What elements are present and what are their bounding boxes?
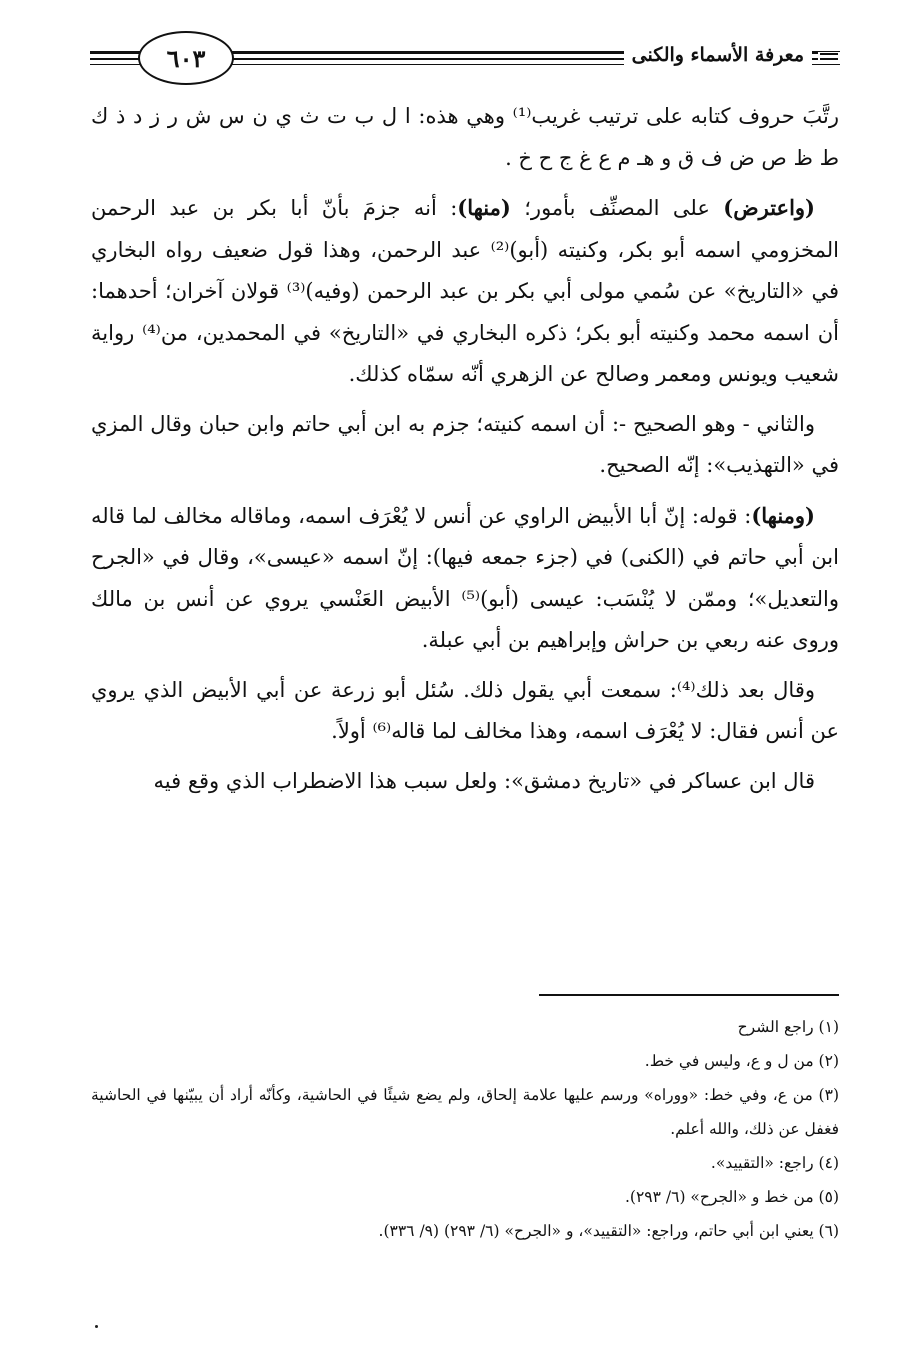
paragraph: رتَّبَ حروف كتابه على ترتيب غريب⁽¹⁾ وهي هذه: ا ل ب ت ث ي ن س ش ر ز د ذ ك ط ظ ص ض ف ق و هـ م ع غ ج ح خ . <box>91 104 839 170</box>
scan-speck <box>95 1325 98 1328</box>
footnote: (٦) يعني ابن أبي حاتم، وراجع: «التقييد»، و «الجرح» (٦/ ٢٩٣) (٩/ ٣٣٦). <box>378 1222 839 1240</box>
running-title: معرفة الأسماء والكنى <box>624 40 812 70</box>
footnote: (٥) من خط و «الجرح» (٦/ ٢٩٣). <box>624 1188 839 1206</box>
footnote: (٤) راجع: «التقييد». <box>710 1154 839 1172</box>
page-header <box>90 28 840 90</box>
footnote: (١) راجع الشرح <box>737 1018 839 1036</box>
paragraph: والثاني - وهو الصحيح -: أن اسمه كنيته؛ جزم به ابن أبي حاتم وابن حبان وقال المزي في «التهذيب»: إنّه الصحيح. <box>91 411 839 477</box>
paragraph: وقال بعد ذلك⁽⁴⁾: سمعت أبي يقول ذلك. سُئل أبو زرعة عن أبي الأبيض الذي يروي عن أنس فقال: لا يُعْرَف اسمه، وهذا مخالف لما قاله⁽⁶⁾ أولاً. <box>91 677 839 743</box>
paragraph-text: : أنه جزمَ بأنّ أبا بكر بن عبد الرحمن المخزومي اسمه أبو بكر، وكنيته (أبو)⁽²⁾ عبد الرحمن، وهذا قول ضعيف رواه البخاري في «التاريخ» عن سُمي مولى أبي بكر بن عبد الرحمن (وفيه)⁽³⁾ قولان آخران؛ أحدهما: أن اسمه محمد وكنيته أبو بكر؛ ذكره البخاري في «التاريخ» في المحمدين، من⁽⁴⁾ رواية شعيب ويونس ومعمر وصالح عن الزهري أنّه سمّاه كذلك. <box>91 196 839 386</box>
paragraph: قال ابن عساكر في «تاريخ دمشق»: ولعل سبب هذا الاضطراب الذي وقع فيه <box>153 768 815 793</box>
paragraph-text: : قوله: إنّ أبا الأبيض الراوي عن أنس لا يُعْرَف اسمه، وماقاله مخالف لما قاله ابن أبي حاتم في (الكنى) في (جزء جمعه فيها): إنّ اسمه «عيسى»، وقال في «الجرح والتعديل»؛ وممّن لا يُنْسَب: عيسى (أبو)⁽⁵⁾ الأبيض العَنْسي يروي عن أنس بن مالك وروى عنه ربعي بن حراش وإبراهيم بن أبي عبلة. <box>91 503 839 652</box>
paragraph-lead: (واعترض) <box>723 195 815 220</box>
page-number: ٦٠٣ <box>138 31 234 85</box>
footnote: (٣) من ع، وفي خط: «ووراه» ورسم عليها علامة إلحاق، ولم يضع شيئًا في الحاشية، وكأنّه أراد أن يبيّنها في الحاشية فغفل عن ذلك، والله أعلم. <box>91 1086 839 1138</box>
paragraph-lead: (ومنها) <box>751 502 815 528</box>
paragraph <box>91 187 839 396</box>
main-text <box>91 96 839 810</box>
footnote: (٢) من ل و ع، وليس في خط. <box>644 1052 839 1070</box>
paragraph <box>91 495 839 662</box>
footnotes <box>91 1010 839 1248</box>
footnote-separator <box>539 994 839 996</box>
paragraph-text: على المصنِّف بأمور؛ <box>510 196 724 220</box>
paragraph-lead: (منها) <box>457 195 511 220</box>
header-dash-ornament <box>818 52 840 62</box>
